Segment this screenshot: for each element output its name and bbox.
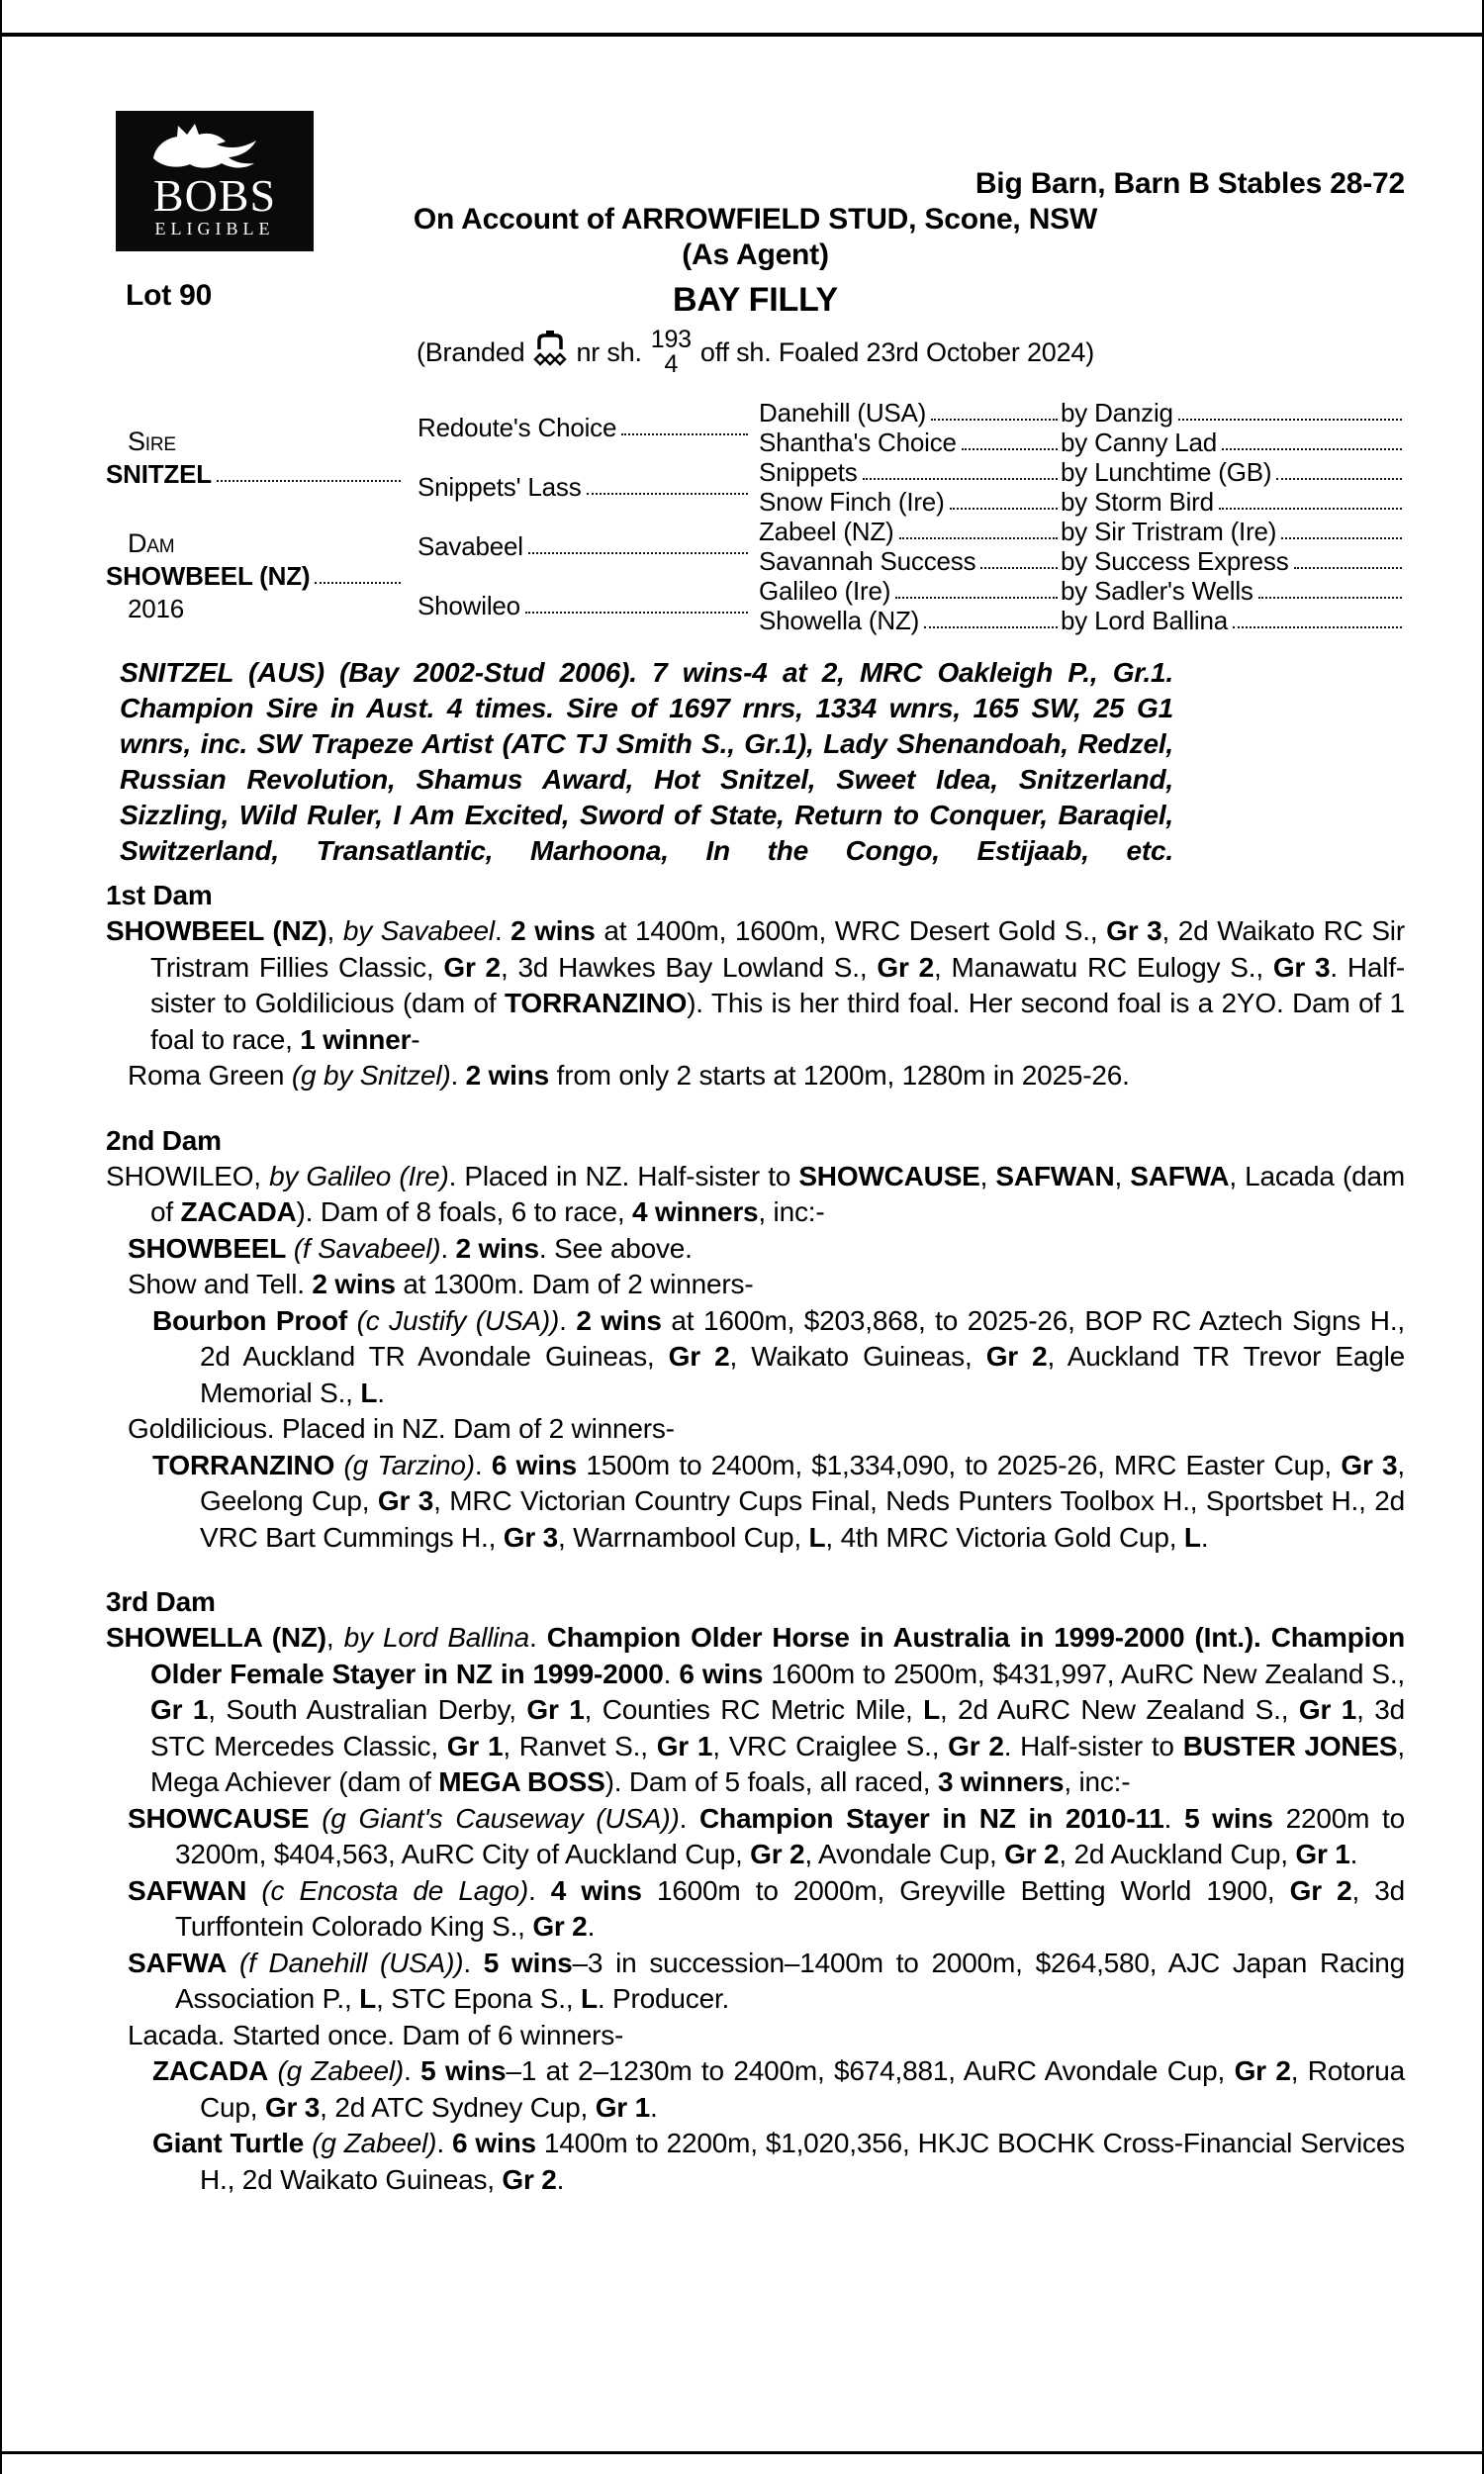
section-heading: 3rd Dam [106, 1586, 216, 1617]
paragraph-segment [268, 2055, 278, 2086]
paragraph-segment: Gr 2 [668, 1341, 730, 1372]
paragraph-segment: Gr 1 [1295, 1839, 1350, 1869]
paragraph-segment: , MRC Victorian Country Cups Final, Neds Punters Toolbox H., Sportsbet H., 2d VRC Bart Cummings H., [200, 1485, 1405, 1553]
paragraph-segment: Gr 2 [1289, 1874, 1352, 1906]
paragraph-segment: , Ranvet S., [503, 1730, 657, 1761]
paragraph-segment: Champion Older Horse in Australia in 1999-2000 (Int.). Champion Older Female Stayer in NZ in 1999-2000 [150, 1622, 1405, 1689]
paragraph-segment: (f Savabeel) [293, 1232, 441, 1264]
ancestor-by: by Canny Lad [1061, 428, 1218, 457]
horse-head-icon [132, 117, 298, 174]
paragraph-segment: from only 2 starts at 1200m, 1280m in 2025-26. [549, 1060, 1130, 1091]
header [106, 111, 1405, 271]
lot-row [106, 279, 1405, 321]
ancestor-by: by Storm Bird [1061, 487, 1214, 517]
paragraph-segment: SAFWA [128, 1947, 228, 1978]
dotted-leader [1281, 537, 1402, 539]
dam-name: SHOWBEEL (NZ) [106, 561, 311, 591]
dotted-leader [217, 480, 401, 482]
paragraph-segment: Bourbon Proof [152, 1304, 347, 1336]
ancestor-sireline [1061, 576, 1405, 606]
paragraph-segment: SHOWELLA (NZ) [106, 1622, 326, 1653]
bobs-wordmark: BOBS [152, 170, 277, 221]
paragraph-segment: , [325, 1622, 344, 1653]
paragraph-segment [309, 1803, 322, 1834]
brand-mark-icon [533, 331, 567, 374]
paragraph-segment: , [326, 915, 343, 946]
paragraph-segment: SAFWAN [128, 1874, 247, 1906]
paragraph-segment: 2 wins [312, 1269, 396, 1299]
ancestor-name: Showella (NZ) [759, 606, 920, 635]
paragraph-segment: 5 wins [420, 2055, 507, 2086]
ancestor-entry [759, 487, 1061, 517]
paragraph-segment: SHOWBEEL [128, 1232, 287, 1264]
paragraph-segment: ). Dam of 5 foals, all raced, [604, 1766, 938, 1797]
damsire-entry [417, 517, 759, 576]
ancestor-by: by Lord Ballina [1061, 606, 1228, 635]
paragraph-segment: (f Danehill (USA)) [238, 1947, 464, 1978]
ancestor-entry [759, 428, 1061, 457]
ancestor-entry [759, 546, 1061, 576]
paragraph-segment: , 3d STC Mercedes Classic, [150, 1694, 1405, 1761]
paragraph-segment: . [463, 1947, 484, 1978]
ancestor-by: by Lunchtime (GB) [1061, 457, 1272, 487]
brand-fraction-top: 193 [650, 326, 692, 353]
paragraph-segment: by Savabeel [342, 915, 495, 946]
ancestor-name: Zabeel (NZ) [759, 517, 894, 546]
paragraph-segment: Gr 2 [750, 1839, 805, 1869]
paragraph-segment: , 2d ATC Sydney Cup, [320, 2091, 596, 2123]
dotted-leader [899, 537, 1059, 539]
paragraph-segment: 4 winners [632, 1196, 759, 1227]
paragraph-segment: 1400m to 2200m, $1,020,356, HKJC BOCHK Cross-Financial Services H., 2d Waikato Guineas, [200, 2128, 1405, 2195]
section-2nd-dam [106, 1122, 1405, 1557]
paragraph-segment: SHOWILEO, [106, 1160, 270, 1191]
paragraph-segment: Gr 1 [656, 1730, 713, 1761]
brand-fraction-bottom: 4 [664, 350, 679, 378]
paragraph-segment: , 4th MRC Victoria Gold Cup, [825, 1521, 1184, 1553]
ancestor-sireline [1061, 517, 1405, 546]
paragraph-segment: . [450, 1060, 466, 1091]
paragraph-segment: Gr 2 [877, 951, 934, 983]
branded-close-text: off sh. Foaled 23rd October 2024) [699, 336, 1095, 367]
ancestor-entry [759, 457, 1061, 487]
sire-cell [106, 398, 417, 517]
paragraph-segment: Goldilicious. Placed in NZ. Dam of 2 winners- [128, 1413, 675, 1444]
bobs-eligible-label: ELIGIBLE [154, 219, 275, 238]
paragraph-segment: . [649, 2091, 658, 2123]
dotted-leader [962, 448, 1058, 450]
dotted-leader [1222, 448, 1402, 450]
paragraph-segment: . [377, 1377, 385, 1408]
paragraph-segment: , Avondale Cup, [804, 1839, 1005, 1869]
catalogue-content [2, 0, 1482, 2198]
paragraph-segment: 6 wins [491, 1449, 578, 1480]
paragraph-segment: (g Zabeel) [312, 2128, 437, 2158]
paragraph-segment: , 3d Turffontein Colorado King S., [175, 1874, 1405, 1942]
ancestor-entry [759, 606, 1061, 635]
paragraph-segment: Gr 2 [1234, 2055, 1291, 2086]
paragraph-segment: SAFWAN [995, 1160, 1115, 1191]
paragraph-segment: Gr 3 [1341, 1449, 1398, 1480]
paragraph-segment [304, 2128, 312, 2158]
ancestor-by: by Sir Tristram (Ire) [1061, 517, 1277, 546]
paragraph-segment: BUSTER JONES [1182, 1730, 1398, 1761]
ancestor-by: by Danzig [1061, 398, 1173, 428]
dotted-leader [315, 582, 401, 584]
paragraph-segment: 6 wins [451, 2128, 536, 2158]
paragraph-segment: . [1200, 1521, 1209, 1553]
paragraph-segment: (g by Snitzel) [291, 1060, 451, 1091]
paragraph-segment: at 1400m, 1600m, WRC Desert Gold S., [595, 915, 1107, 946]
paragraph-segment: Gr 1 [150, 1694, 209, 1725]
paragraph-segment: . [494, 915, 511, 946]
paragraph-segment: Gr 3 [1106, 915, 1162, 946]
section-heading: 2nd Dam [106, 1124, 222, 1156]
paragraph-segment: . [679, 1802, 700, 1834]
paragraph-segment: SHOWBEEL (NZ) [106, 915, 327, 946]
paragraph-segment: . [587, 1911, 596, 1942]
section-1st-dam [106, 877, 1405, 1094]
vendor-line: On Account of ARROWFIELD STUD, Scone, NSW [413, 203, 1098, 236]
paragraph-segment: (c Justify (USA)) [356, 1304, 560, 1336]
paragraph-segment: ZACADA [152, 2055, 269, 2086]
ancestor-by: by Success Express [1061, 546, 1289, 576]
paragraph-segment: L [360, 1377, 378, 1408]
paragraph-segment: Gr 2 [502, 2163, 557, 2195]
paragraph-segment: , Mega Achiever (dam of [150, 1730, 1406, 1797]
dotted-leader [528, 552, 748, 554]
dotted-leader [931, 419, 1058, 421]
pedigree-paragraph [106, 1159, 1405, 1231]
paragraph-segment: Champion Stayer in NZ in 2010-11 [699, 1802, 1164, 1834]
pedigree-paragraph [106, 1303, 1405, 1412]
damdam-name: Showileo [417, 591, 520, 620]
ancestor-sireline [1061, 398, 1405, 428]
paragraph-segment: L [359, 1983, 377, 2014]
paragraph-segment: Gr 2 [532, 1911, 588, 1942]
branded-line [106, 323, 1405, 382]
paragraph-segment: SHOWCAUSE [128, 1802, 310, 1834]
paragraph-segment: . Placed in NZ. Half-sister to [448, 1160, 799, 1191]
paragraph-segment: 1500m to 2400m, $1,334,090, to 2025-26, MRC Easter Cup, [577, 1449, 1342, 1480]
dotted-leader [950, 508, 1058, 510]
paragraph-segment: 6 wins [679, 1658, 764, 1689]
paragraph-segment [347, 1305, 357, 1336]
pedigree-paragraph [106, 1946, 1405, 2018]
paragraph-segment: Gr 3 [377, 1485, 434, 1516]
paragraph-segment: . Producer. [597, 1983, 730, 2014]
section-body [106, 913, 1405, 1094]
paragraph-segment: . [556, 2163, 565, 2195]
pedigree-paragraph [106, 2018, 1405, 2054]
paragraph-segment: Roma Green [128, 1060, 292, 1091]
paragraph-segment: , South Australian Derby, [208, 1694, 527, 1725]
paragraph-segment: - [411, 1023, 420, 1055]
paragraph-segment: . [440, 1232, 456, 1264]
paragraph-segment: . [436, 2128, 452, 2158]
paragraph-segment: , Waikato Guineas, [729, 1341, 986, 1372]
ancestor-entry [759, 398, 1061, 428]
ancestor-name: Shantha's Choice [759, 428, 957, 457]
pedigree-paragraph [106, 913, 1405, 1058]
dotted-leader [1178, 419, 1402, 421]
section-heading: 1st Dam [106, 880, 213, 910]
paragraph-segment: 5 wins [1184, 1802, 1273, 1834]
paragraph-segment: 1 winner [300, 1023, 412, 1055]
paragraph-segment: 5 wins [483, 1947, 573, 1978]
paragraph-segment: , STC Epona S., [376, 1983, 581, 2014]
paragraph-segment: ZACADA [180, 1196, 297, 1227]
paragraph-segment: , [1114, 1160, 1131, 1191]
paragraph-segment: Gr 2 [443, 951, 501, 983]
paragraph-segment: , 2d Auckland Cup, [1059, 1839, 1296, 1869]
bobs-eligible-badge [116, 111, 314, 251]
brand-fraction [651, 328, 692, 377]
lot-number: Lot 90 [126, 279, 213, 312]
branded-nr-text: nr sh. [576, 336, 642, 367]
dotted-leader [1219, 508, 1402, 510]
dotted-leader [525, 612, 748, 614]
paragraph-segment: , Auckland TR Trevor Eagle Memorial S., [200, 1341, 1406, 1408]
dotted-leader [1276, 478, 1402, 480]
pedigree-paragraph [106, 2053, 1405, 2126]
paragraph-segment: , VRC Craiglee S., [712, 1730, 949, 1761]
paragraph-segment: ). This is her third foal. Her second foal is a 2YO. Dam of 1 foal to race, [150, 988, 1405, 1055]
paragraph-segment: SAFWA [1130, 1160, 1230, 1191]
paragraph-segment: , inc:- [758, 1196, 825, 1227]
dotted-leader [1233, 626, 1402, 628]
paragraph-segment: L [808, 1521, 826, 1553]
paragraph-segment: . Half-sister to Goldilicious (dam of [150, 951, 1406, 1018]
paragraph-segment: Show and Tell. [128, 1269, 313, 1299]
bottom-rule [2, 2451, 1482, 2454]
pedigree-paragraph [106, 1448, 1405, 1557]
dotted-leader [1258, 597, 1402, 599]
dotted-leader [924, 626, 1058, 628]
paragraph-segment: Gr 2 [1004, 1839, 1060, 1869]
sire-name: SNITZEL [106, 458, 212, 489]
paragraph-segment: . [663, 1658, 680, 1689]
pedigree-paragraph [106, 2126, 1405, 2198]
dam-cell [106, 517, 417, 635]
paragraph-segment: Gr 1 [446, 1730, 504, 1761]
sire-role-label: Sire [128, 426, 176, 456]
paragraph-segment: Lacada. Started once. Dam of 6 winners- [128, 2019, 624, 2050]
ancestor-entry [759, 517, 1061, 546]
ancestor-name: Snippets [759, 457, 858, 487]
paragraph-segment: , 3d Hawkes Bay Lowland S., [500, 951, 878, 983]
pedigree-paragraph [106, 1620, 1405, 1801]
dotted-leader [895, 597, 1058, 599]
paragraph-segment: 1600m to 2500m, $431,997, AuRC New Zealand S., [763, 1658, 1405, 1689]
damsire-name: Savabeel [417, 531, 523, 561]
paragraph-segment: , Warrnambool Cup, [558, 1521, 809, 1553]
paragraph-segment: 2200m to 3200m, $404,563, AuRC City of Auckland Cup, [175, 1802, 1405, 1869]
paragraph-segment: Gr 1 [1298, 1694, 1357, 1725]
dotted-leader [621, 433, 748, 435]
section-body [106, 1159, 1405, 1557]
section-3rd-dam [106, 1583, 1405, 2198]
ancestor-name: Danehill (USA) [759, 398, 927, 428]
paragraph-segment: by Galileo (Ire) [269, 1160, 449, 1191]
paragraph-segment: , 2d Waikato RC Sir Tristram Fillies Classic, [150, 915, 1405, 983]
paragraph-segment: 3 winners [937, 1766, 1065, 1797]
paragraph-segment: 2 wins [576, 1304, 662, 1336]
pedigree-paragraph [106, 1801, 1405, 1873]
paragraph-segment: Giant Turtle [152, 2128, 305, 2158]
paragraph-segment: Gr 2 [985, 1341, 1048, 1372]
dotted-leader [980, 567, 1058, 569]
paragraph-segment: , Manawatu RC Eulogy S., [933, 951, 1273, 983]
paragraph-segment [286, 1233, 294, 1264]
pedigree-paragraph [106, 1231, 1405, 1268]
agent-line: (As Agent) [682, 238, 829, 271]
pedigree-paragraph [106, 1267, 1405, 1303]
paragraph-segment: Gr 3 [1272, 951, 1331, 983]
branded-open-text: (Branded [416, 336, 525, 367]
horse-title: BAY FILLY [672, 281, 838, 319]
damdam-entry [417, 576, 759, 635]
paragraph-segment: TORRANZINO [152, 1449, 335, 1480]
paragraph-segment: Gr 3 [503, 1521, 559, 1553]
paragraph-segment: 2 wins [510, 915, 596, 946]
paragraph-segment: 2 wins [465, 1060, 550, 1091]
paragraph-segment: , inc:- [1064, 1766, 1131, 1797]
ancestor-name: Galileo (Ire) [759, 576, 891, 606]
paragraph-segment: by Lord Ballina [343, 1622, 529, 1653]
paragraph-segment: 2 wins [455, 1232, 539, 1264]
ancestor-sireline [1061, 546, 1405, 576]
paragraph-segment: . [1163, 1802, 1185, 1834]
paragraph-segment [227, 1948, 239, 1978]
paragraph-segment: . [474, 1449, 492, 1480]
pedigree-table [106, 398, 1405, 635]
ancestor-name: Savannah Success [759, 546, 976, 576]
paragraph-segment: –3 in succession–1400m to 2000m, $264,580, AJC Japan Racing Association P., [175, 1947, 1405, 2014]
granddam-name: Snippets' Lass [417, 472, 582, 502]
dotted-leader [1294, 567, 1403, 569]
paragraph-segment [334, 1450, 343, 1480]
paragraph-segment: (g Giant's Causeway (USA)) [322, 1802, 680, 1834]
pedigree-paragraph [106, 1873, 1405, 1946]
grandsire-name: Redoute's Choice [417, 413, 617, 442]
grandsire-entry [417, 398, 759, 457]
paragraph-segment: (g Tarzino) [343, 1449, 475, 1480]
paragraph-segment: . [404, 2055, 421, 2086]
paragraph-segment: (c Encosta de Lago) [261, 1874, 528, 1906]
paragraph-segment [246, 1875, 261, 1906]
section-body [106, 1620, 1405, 2198]
barn-line: Big Barn, Barn B Stables 28-72 [974, 167, 1405, 200]
ancestor-sireline [1061, 606, 1405, 635]
paragraph-segment: . [559, 1304, 577, 1336]
paragraph-segment: ). Dam of 8 foals, 6 to race, [296, 1196, 633, 1227]
pedigree-paragraph [106, 1411, 1405, 1448]
paragraph-segment: (g Zabeel) [277, 2055, 405, 2086]
paragraph-segment: , Counties RC Metric Mile, [584, 1694, 924, 1725]
paragraph-segment: . [528, 1622, 547, 1653]
paragraph-segment: L [1183, 1521, 1201, 1553]
paragraph-segment: , 2d AuRC New Zealand S., [940, 1694, 1299, 1725]
paragraph-segment: TORRANZINO [505, 988, 688, 1018]
paragraph-segment: , Lacada (dam of [150, 1160, 1405, 1227]
paragraph-segment: at 1600m, $203,868, to 2025-26, BOP RC Aztech Signs H., 2d Auckland TR Avondale Guineas, [200, 1304, 1405, 1372]
ancestor-sireline [1061, 428, 1405, 457]
paragraph-segment: . Half-sister to [1003, 1730, 1183, 1761]
dam-role-label: Dam [128, 528, 175, 558]
paragraph-segment: L [580, 1983, 598, 2014]
dotted-leader [863, 478, 1058, 480]
paragraph-segment: MEGA BOSS [438, 1766, 605, 1797]
pedigree-paragraph [106, 1058, 1405, 1094]
paragraph-segment: , [979, 1160, 996, 1191]
paragraph-segment: SHOWCAUSE [798, 1160, 980, 1191]
paragraph-segment: at 1300m. Dam of 2 winners- [395, 1269, 754, 1299]
ancestor-entry [759, 576, 1061, 606]
ancestor-sireline [1061, 487, 1405, 517]
ancestor-name: Snow Finch (Ire) [759, 487, 945, 517]
paragraph-segment: 4 wins [550, 1874, 642, 1906]
paragraph-segment: . [527, 1874, 551, 1906]
paragraph-segment: Gr 1 [526, 1694, 585, 1725]
dotted-leader [587, 493, 749, 495]
ancestor-sireline [1061, 457, 1405, 487]
sire-blurb: SNITZEL (AUS) (Bay 2002-Stud 2006). 7 wins-4 at 2, MRC Oakleigh P., Gr.1. Champion Sire in Aust. 4 times. Sire of 1697 rnrs, 1334 wnrs, 165 SW, 25 G1 wnrs, inc. SW Trapeze Artist (ATC TJ Smith S., Gr.1), Lady Shenandoah, Redzel, Russian Revolution, Shamus Award, Hot Snitzel, Sweet Idea, Snitzerland, Sizzling, Wild Ruler, I Am Excited, Sword of State, Return to Conquer, Baraqiel, Switzerland, Transatlantic, Marhoona, In the Congo, Estijaab, etc. [120, 657, 1173, 866]
paragraph-segment: L [923, 1694, 940, 1725]
paragraph-segment: Gr 1 [595, 2091, 650, 2123]
ancestor-by: by Sadler's Wells [1061, 576, 1253, 606]
paragraph-segment: Gr 3 [264, 2091, 321, 2123]
paragraph-segment: Gr 2 [948, 1730, 1004, 1761]
paragraph-segment: . [1349, 1839, 1358, 1869]
paragraph-segment: , Geelong Cup, [200, 1449, 1405, 1516]
paragraph-segment: , Rotorua Cup, [200, 2055, 1405, 2123]
granddam-entry [417, 457, 759, 517]
dam-year: 2016 [128, 594, 185, 623]
paragraph-segment: . See above. [538, 1232, 693, 1264]
paragraph-segment: –1 at 2–1230m to 2400m, $674,881, AuRC Avondale Cup, [506, 2055, 1235, 2086]
paragraph-segment: 1600m to 2000m, Greyville Betting World 1900, [641, 1874, 1290, 1906]
